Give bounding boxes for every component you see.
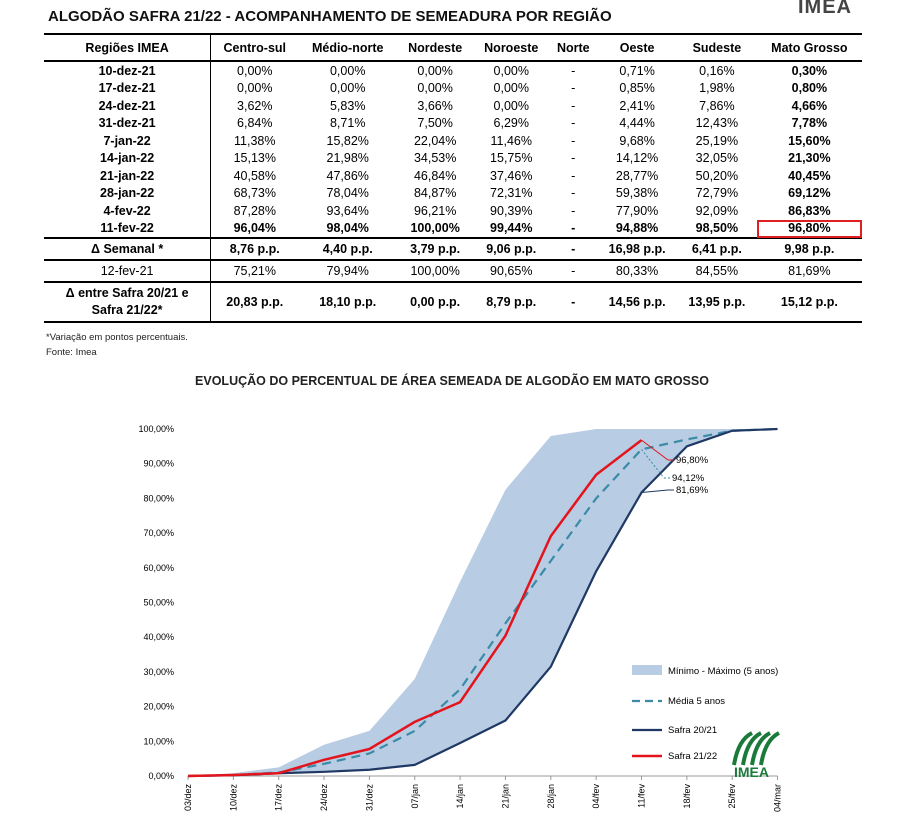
column-header: Regiões IMEA: [44, 34, 211, 61]
table-cell: -: [571, 168, 576, 183]
table-cell: 12,43%: [695, 116, 739, 131]
table-cell: 6,41 p.p.: [677, 238, 757, 260]
table-cell: 79,94%: [298, 260, 397, 282]
table-cell: 7,78%: [791, 116, 828, 131]
table-cell: 15,82%: [326, 133, 369, 148]
table-cell: [44, 282, 211, 322]
table-cell: 96,04%: [211, 220, 299, 239]
table-cell: 0,00%: [493, 63, 529, 78]
table-cell: 0,00%: [417, 63, 453, 78]
table-cell: 0,16%: [699, 63, 735, 78]
column-header: Mato Grosso: [757, 34, 862, 61]
table-cell: -: [571, 81, 576, 96]
table-cell: 77,90%: [615, 203, 659, 218]
table-cell: 100,00%: [397, 220, 473, 239]
table-cell: 4,40 p.p.: [298, 238, 397, 260]
table-cell: 6,84%: [237, 116, 273, 131]
table-cell: 5,83%: [329, 98, 366, 113]
table-cell: 96,21%: [413, 203, 457, 218]
x-tick-label: 18/fev: [681, 784, 692, 809]
table-cell: 50,20%: [695, 168, 739, 183]
table-cell: 15,13%: [233, 151, 276, 166]
table-row: [44, 115, 862, 133]
legend-label: Safra 21/22: [668, 751, 718, 762]
y-tick-label: 50,00%: [143, 597, 174, 608]
table-header-row: [44, 34, 862, 61]
table-cell: 0,00%: [237, 63, 273, 78]
table-cell: 0,00%: [493, 98, 529, 113]
table-cell: -: [549, 260, 597, 282]
table-cell: 46,84%: [413, 168, 457, 183]
table-cell: 98,50%: [677, 220, 757, 239]
y-tick-label: 30,00%: [143, 666, 174, 677]
previous-season-row: [44, 260, 862, 282]
sowing-progress-chart: [0, 395, 904, 826]
table-row: [44, 150, 862, 168]
table-cell: 7-jan-22: [44, 132, 211, 150]
table-cell: 14,56 p.p.: [597, 282, 677, 322]
table-cell: -: [549, 220, 597, 239]
imea-logo: IMEA: [798, 0, 852, 18]
table-cell: -: [571, 203, 576, 218]
table-cell: -: [549, 282, 597, 322]
table-cell: 98,04%: [298, 220, 397, 239]
table-cell: 32,05%: [695, 151, 739, 166]
table-cell: 84,87%: [413, 186, 457, 201]
table-cell: 78,04%: [326, 186, 369, 201]
y-tick-label: 70,00%: [143, 528, 174, 539]
table-cell: -: [549, 238, 597, 260]
delta-label-line: Δ entre Safra 20/21 e: [65, 286, 189, 300]
sowing-table: [44, 33, 862, 323]
imea-logo-text: IMEA: [734, 764, 769, 780]
y-tick-label: 40,00%: [143, 632, 174, 643]
table-cell: 15,75%: [490, 151, 533, 166]
table-cell: 92,09%: [695, 203, 739, 218]
legend-label: Safra 20/21: [668, 725, 718, 736]
table-cell: -: [571, 116, 576, 131]
table-cell: 7,50%: [417, 116, 453, 131]
table-notes: [46, 330, 188, 360]
table-cell: 93,64%: [326, 203, 369, 218]
table-cell: 90,65%: [473, 260, 549, 282]
legend-label: Mínimo - Máximo (5 anos): [668, 666, 779, 677]
table-cell: 72,31%: [490, 186, 533, 201]
table-cell: 84,55%: [677, 260, 757, 282]
legend-swatch-band: [632, 665, 662, 675]
footnote: *Variação em pontos percentuais.: [46, 332, 188, 343]
table-cell: -: [571, 133, 576, 148]
table-cell: 0,00%: [493, 81, 529, 96]
table-row: [44, 61, 862, 80]
table-cell: 25,19%: [695, 133, 739, 148]
table-cell: 8,79 p.p.: [473, 282, 549, 322]
x-tick-label: 17/dez: [273, 784, 284, 812]
table-cell: 96,80%: [757, 220, 862, 239]
table-cell: -: [571, 98, 576, 113]
table-cell: 69,12%: [788, 186, 831, 201]
y-tick-label: 100,00%: [138, 424, 174, 434]
table-row: [44, 185, 862, 203]
x-tick-label: 31/dez: [364, 784, 375, 812]
table-row: [44, 220, 862, 239]
table-cell: 11,38%: [234, 133, 276, 148]
column-header: Médio-norte: [298, 34, 397, 61]
table-cell: 0,00%: [329, 63, 366, 78]
x-tick-label: 14/jan: [455, 784, 466, 809]
y-tick-label: 80,00%: [143, 493, 174, 504]
table-cell: 13,95 p.p.: [677, 282, 757, 322]
table-cell: 3,62%: [237, 98, 273, 113]
table-cell: 11-fev-22: [44, 220, 211, 239]
table-cell: 24-dez-21: [44, 97, 211, 115]
table-cell: 12-fev-21: [44, 260, 211, 282]
table-cell: 21,98%: [326, 151, 369, 166]
table-cell: 14,12%: [615, 151, 659, 166]
x-tick-label: 28/jan: [545, 784, 556, 809]
table-cell: 75,21%: [211, 260, 299, 282]
table-cell: 0,80%: [791, 81, 828, 96]
imea-chart-logo: [734, 733, 779, 765]
table-cell: 40,58%: [233, 168, 276, 183]
table-cell: 47,86%: [326, 168, 369, 183]
source-note: Fonte: Imea: [46, 347, 97, 358]
table-cell: 4-fev-22: [44, 202, 211, 220]
table-cell: 72,79%: [695, 186, 739, 201]
column-header: Noroeste: [473, 34, 549, 61]
table-cell: 0,00%: [417, 81, 453, 96]
table-cell: 90,39%: [490, 203, 533, 218]
table-row: [44, 132, 862, 150]
table-cell: 28,77%: [615, 168, 659, 183]
table-cell: 9,06 p.p.: [473, 238, 549, 260]
column-header: Norte: [549, 34, 597, 61]
y-tick-label: 10,00%: [143, 736, 174, 747]
table-cell: -: [571, 186, 576, 201]
table-cell: 80,33%: [597, 260, 677, 282]
table-row: [44, 80, 862, 98]
x-tick-label: 03/dez: [183, 784, 193, 812]
table-row: [44, 97, 862, 115]
table-cell: 3,66%: [417, 98, 453, 113]
y-tick-label: 20,00%: [143, 701, 174, 712]
y-tick-label: 90,00%: [143, 458, 174, 469]
x-tick-label: 04/fev: [591, 784, 602, 809]
column-header: Sudeste: [677, 34, 757, 61]
x-tick-label: 25/fev: [727, 784, 738, 809]
table-cell: 0,71%: [619, 63, 655, 78]
table-cell: 37,46%: [490, 168, 533, 183]
table-cell: 31-dez-21: [44, 115, 211, 133]
table-cell: 22,04%: [413, 133, 457, 148]
annotation-label: 94,12%: [672, 473, 705, 484]
x-tick-label: 04/mar: [772, 784, 783, 813]
page-title: ALGODÃO SAFRA 21/22 - ACOMPANHAMENTO DE SEMEADURA POR REGIÃO: [48, 8, 612, 25]
table-cell: 68,73%: [233, 186, 276, 201]
weekly-delta-row: [44, 238, 862, 260]
column-header: Oeste: [597, 34, 677, 61]
table-cell: 100,00%: [397, 260, 473, 282]
table-cell: 6,29%: [493, 116, 529, 131]
annotation-label: 81,69%: [676, 485, 709, 496]
table-cell: Δ Semanal *: [44, 238, 211, 260]
table-cell: 40,45%: [788, 168, 831, 183]
table-cell: -: [571, 151, 576, 166]
table-row: [44, 202, 862, 220]
table-cell: 94,88%: [597, 220, 677, 239]
table-cell: 28-jan-22: [44, 185, 211, 203]
table-cell: 59,38%: [615, 186, 659, 201]
legend-label: Média 5 anos: [668, 696, 726, 707]
table-cell: 3,79 p.p.: [397, 238, 473, 260]
y-tick-label: 0,00%: [148, 771, 174, 781]
delta-label-line: Safra 21/22*: [91, 303, 163, 317]
table-cell: 8,76 p.p.: [211, 238, 299, 260]
chart-title: EVOLUÇÃO DO PERCENTUAL DE ÁREA SEMEADA DE ALGODÃO EM MATO GROSSO: [195, 374, 709, 388]
table-cell: 99,44%: [473, 220, 549, 239]
x-tick-label: 11/fev: [636, 784, 647, 808]
table-cell: 2,41%: [619, 98, 655, 113]
table-cell: 10-dez-21: [44, 61, 211, 80]
table-cell: 21,30%: [788, 151, 831, 166]
table-cell: 7,86%: [699, 98, 735, 113]
table-cell: 0,30%: [791, 63, 828, 78]
table-cell: 17-dez-21: [44, 80, 211, 98]
season-delta-row: [44, 282, 862, 322]
table-cell: 0,00 p.p.: [397, 282, 473, 322]
table-cell: 9,98 p.p.: [757, 238, 862, 260]
table-cell: 18,10 p.p.: [298, 282, 397, 322]
annotation-label: 96,80%: [676, 455, 709, 466]
table-cell: 0,00%: [237, 81, 273, 96]
table-cell: 15,12 p.p.: [757, 282, 862, 322]
table-cell: 1,98%: [699, 81, 735, 96]
table-cell: 9,68%: [619, 133, 655, 148]
table-cell: 87,28%: [233, 203, 276, 218]
x-tick-label: 10/dez: [228, 784, 239, 812]
table-row: [44, 167, 862, 185]
x-tick-label: 21/jan: [500, 784, 511, 809]
x-tick-label: 24/dez: [319, 784, 330, 812]
column-header: Nordeste: [397, 34, 473, 61]
table-cell: 16,98 p.p.: [597, 238, 677, 260]
table-cell: 4,44%: [619, 116, 655, 131]
table-cell: 81,69%: [757, 260, 862, 282]
table-cell: 4,66%: [791, 98, 828, 113]
table-cell: 0,85%: [619, 81, 655, 96]
table-cell: 0,00%: [329, 81, 366, 96]
table-cell: 8,71%: [329, 116, 366, 131]
table-cell: 11,46%: [490, 133, 532, 148]
x-tick-label: 07/jan: [409, 784, 420, 809]
annotation-leader: [642, 490, 669, 493]
column-header: Centro-sul: [211, 34, 299, 61]
y-tick-label: 60,00%: [143, 562, 174, 573]
table-cell: -: [571, 63, 576, 78]
table-cell: 34,53%: [413, 151, 457, 166]
table-cell: 86,83%: [788, 203, 831, 218]
table-cell: 21-jan-22: [44, 167, 211, 185]
table-cell: 15,60%: [788, 133, 831, 148]
table-cell: 20,83 p.p.: [211, 282, 299, 322]
table-cell: 14-jan-22: [44, 150, 211, 168]
